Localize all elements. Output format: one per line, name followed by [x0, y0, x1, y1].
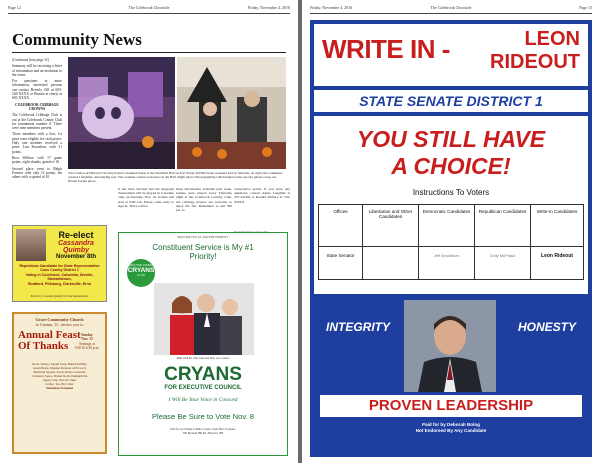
photo-caption: Mike with his wife, Julie and their son, Connor [176, 357, 230, 360]
ballot-header-republican: Republican Candidates [475, 205, 531, 247]
article-column-3: more information available next week. Games were played every Thursday night at the Colebrook Country Club. All cribbage players are welcome to enjoy the fun. Remember to sell 500 pts. to [176, 187, 232, 213]
menu-item: Roast Turkey, Squash Soup, Baked Stuffing [32, 362, 87, 366]
ballot-office: State Senator [319, 247, 363, 279]
ballot-header-offices: Offices [319, 205, 363, 247]
menu-item: Coffee, Tea, Hot Cider [45, 382, 74, 387]
feast-date-line: 5:00 & 6:30 p.m. [74, 345, 100, 350]
ad-election-date: November 8th [55, 254, 96, 260]
vote-reminder: Please Be Sure to Vote Nov. 8 [151, 412, 254, 421]
family-photo [154, 283, 254, 355]
header-date: Friday, November 4, 2016 [247, 5, 290, 10]
paid-line: 390 Buckam Hill Rd., Hanover, NH [182, 431, 224, 435]
ad-reelect: Re-elect [58, 230, 94, 240]
article-subhead: COLEBROOK CRIBBAGE CROWNS [15, 102, 59, 111]
header-paper-name: The Colebrook Chronicle [430, 5, 472, 10]
badge-bottom: for NH [137, 274, 145, 277]
choice-headline [314, 126, 588, 180]
feast-menu [18, 362, 101, 390]
article-paragraph: (Continued from page 11) [12, 58, 50, 62]
paid-political-label: PAID POLITICAL ADVERTISEMENT [177, 236, 229, 239]
menu-item: Donations Accepted [46, 386, 73, 391]
article-column-2: It has been decided that the Regional Tournament will be played in Canadian only, on Saturday, Nov. 19. Games will start at 9:00 a.m. Please come early to sign in. There will be [118, 187, 174, 208]
instructions-title: Instructions To Voters [412, 188, 490, 197]
ad-headline: Constituent Service is My #1 [152, 243, 254, 252]
write-in-banner [314, 24, 588, 86]
ad-headline-2: Priority! [189, 252, 217, 261]
integrity-label: INTEGRITY [326, 320, 391, 334]
candidate-photo [16, 229, 46, 261]
rideout-campaign-ad [310, 20, 592, 457]
header-paper-name: The Colebrook Chronicle [128, 5, 170, 10]
page-header [8, 5, 290, 13]
ballot-header-democratic: Democratic Candidates [419, 205, 475, 247]
candidate-name [490, 28, 580, 74]
section-title: Community News [12, 30, 142, 49]
haunted-house-photo-right [177, 57, 286, 169]
article-paragraph: Seminary will be receiving a letter of information and an invitation to the event. [12, 64, 62, 77]
feast-date [73, 333, 101, 350]
header-rule [310, 13, 592, 14]
grace-church-ad [12, 312, 107, 454]
badge-top: EXECUTIVE COUNCIL [127, 264, 155, 267]
photo-image [177, 57, 286, 169]
choice-line: YOU STILL HAVE [356, 126, 546, 152]
ad-line: Republican Candidate for State Representative [19, 264, 100, 268]
cryans-campaign-ad [118, 232, 288, 456]
feast-title-line1: Annual Feast [18, 329, 81, 341]
menu-item: Apple Crisp, Pies & Cakes [42, 378, 77, 383]
feast-date-line: Seatings at [79, 341, 95, 346]
ballot-democrat: Jeff Woodburn [419, 247, 475, 279]
choice-line: A CHOICE! [391, 153, 511, 179]
ad-paid-for: Paid for by Cassandra Quimby for State Representative [30, 295, 89, 298]
photo-image [404, 300, 496, 392]
choice-panel [314, 116, 588, 294]
ad-heading [49, 230, 103, 260]
article-column-1 [12, 58, 62, 181]
feast-title-line2: Of Thanks [18, 340, 69, 352]
photo-caption: The Colebrook Historical Society hosted a haunted house at the Westfield Hall on Fort Street all Halloween weekend and on Saturday. At right, the volunteers created a frightful, entertaining tour. The costume contest took place in the Hall. Right photo: Photographing which helped some spooky ghosts creep out. Donna Jordan photo. [68, 171, 283, 183]
feast-title [18, 330, 81, 352]
menu-item: Cranberry Sauce, Dinner Rolls, Pumpkin Pie [31, 374, 88, 379]
district-banner: STATE SENATE DISTRICT 1 [314, 90, 588, 112]
candidate-name: CRYANS [164, 364, 242, 385]
ballot-write-in: Leon Rideout [541, 253, 573, 259]
section-rule [12, 52, 286, 53]
article-paragraph: The Colebrook Cribbage Club is out at the Colebrook County Club for tournament number 8. There were nine members present. [12, 113, 62, 131]
ballot-header-libertarian: Libertarian and Other Candidates [363, 205, 419, 247]
leadership-banner: PROVEN LEADERSHIP [320, 395, 582, 417]
photo-image [68, 57, 175, 169]
honesty-label: HONESTY [517, 320, 576, 334]
menu-item: Butternut Squash, Sweet Potato Casserole [33, 370, 86, 375]
right-page [302, 0, 600, 463]
church-name [14, 317, 105, 327]
ad-paid-for [310, 422, 592, 434]
header-page-number: Page 12 [8, 5, 21, 10]
badge-name: CRYANS [127, 267, 155, 274]
paid-line: Paid for by Deborah Bolog [422, 422, 480, 427]
sample-ballot [318, 204, 584, 280]
slogan: I Will Be Your Voice in Concord [168, 397, 238, 403]
article-paragraph: Second place went to Ralph Furness with only 12 points, the others with a spread of 10. [12, 166, 62, 180]
ballot-header-write-in: Write-In Candidates [531, 205, 583, 247]
ad-paid-for [119, 428, 287, 435]
article-paragraph: Ross Wallace with 17 game points, eight skunks, grand of 16. [12, 155, 62, 165]
header-page-number: Page 13 [579, 5, 592, 10]
candidate-last-name: RIDEOUT [490, 51, 580, 73]
write-in-label: WRITE IN - [322, 34, 450, 64]
menu-item: Green Beans, Mashed Potatoes with Gravy [32, 366, 87, 371]
ad-details [17, 264, 102, 286]
feast-date-line: Nov. 13 [81, 337, 93, 342]
paid-line: Not Endorsed By Any Candidate [415, 428, 487, 433]
article-paragraph: For questions or more information, interested persons can contact Beverly Gill at 603-246-XXXX or Bonnie at cheryl at 603-XXXX. [12, 79, 62, 101]
left-page [0, 0, 298, 463]
ad-line: Coos County District 1 [40, 268, 79, 273]
paid-line: Paid for by Friends of Mike Cryans, Linda Hart, Treasurer [170, 428, 236, 431]
article-column-4: consecutive points. If you have any questions, contact Annie Laughlin at 237-XXXX or Ronald Wallace at 759-XXXX. [234, 187, 290, 204]
header-date: Friday, November 4, 2016 [310, 5, 353, 10]
church-name-line: Grace Community Church [35, 317, 84, 322]
ad-line: Stratford, Pittsburg, Clarksville, Errol [27, 281, 92, 286]
ad-candidate-name: Cassandra Quimby [58, 240, 94, 254]
candidate-first-name: LEON [524, 28, 580, 50]
ballot-libertarian-cell [363, 247, 419, 279]
candidate-photo [404, 300, 496, 392]
quimby-campaign-ad [12, 225, 107, 302]
feast-date-line: Sunday [81, 333, 93, 337]
ballot-republican: Dolly McPhaul [475, 247, 531, 279]
haunted-house-photo-left [68, 57, 175, 169]
page-header [310, 5, 592, 13]
invitation-line: in Canaan, Vt. invites you to [35, 322, 84, 327]
header-rule [8, 13, 290, 14]
office-line: FOR EXECUTIVE COUNCIL [164, 385, 242, 391]
article-paragraph: Those members with a first, 1st prize were eligible for cash prizes. Only one member received a prize: Lisa Knowlton, with 31 points. [12, 132, 62, 154]
photo-image [154, 283, 254, 355]
campaign-badge [127, 259, 155, 287]
ad-line: Voting in Colebrook, Columbia, Dixville, Stewartstown, [25, 272, 94, 282]
